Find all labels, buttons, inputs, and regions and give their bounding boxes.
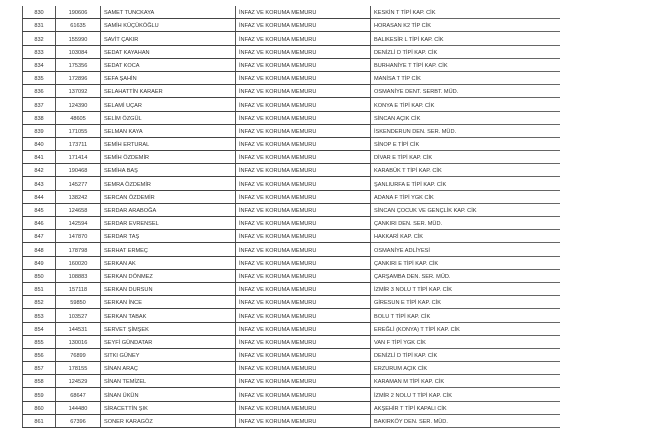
full-name: SERKAN DÖNMEZ	[101, 269, 236, 282]
table-row	[23, 388, 561, 401]
registry-id: 48605	[56, 111, 101, 124]
table-row	[23, 322, 561, 335]
full-name: SERDAR TAŞ	[101, 230, 236, 243]
job-title: İNFAZ VE KORUMA MEMURU	[236, 177, 371, 190]
assigned-location: KARABÜK T TİPİ KAP. CİK	[371, 164, 561, 177]
job-title: İNFAZ VE KORUMA MEMURU	[236, 388, 371, 401]
assigned-location: DİVAR E TİPİ KAP. CİK	[371, 151, 561, 164]
job-title: İNFAZ VE KORUMA MEMURU	[236, 58, 371, 71]
registry-id: 145277	[56, 177, 101, 190]
table-row	[23, 164, 561, 177]
assigned-location: BAKIRKÖY DEN. SER. MÜD.	[371, 414, 561, 427]
row-number: 848	[23, 243, 56, 256]
registry-id: 175356	[56, 58, 101, 71]
assigned-location: BURHANİYE T TİPİ KAP. CİK	[371, 58, 561, 71]
assigned-location: ŞANLIURFA E TİPİ KAP. CİK	[371, 177, 561, 190]
full-name: SERDAR EVRENSEL	[101, 217, 236, 230]
job-title: İNFAZ VE KORUMA MEMURU	[236, 203, 371, 216]
assigned-location: ÇANKIRI E TİPİ KAP. CİK	[371, 256, 561, 269]
registry-id: 59850	[56, 296, 101, 309]
table-row	[23, 243, 561, 256]
job-title: İNFAZ VE KORUMA MEMURU	[236, 85, 371, 98]
personnel-table	[22, 6, 560, 428]
full-name: SELMAN KAYA	[101, 124, 236, 137]
full-name: SELAHATTİN KARAER	[101, 85, 236, 98]
registry-id: 155990	[56, 32, 101, 45]
assigned-location: BOLU T TİPİ KAP. CİK	[371, 309, 561, 322]
row-number: 836	[23, 85, 56, 98]
registry-id: 137092	[56, 85, 101, 98]
registry-id: 144480	[56, 401, 101, 414]
full-name: SEMRA ÖZDEMİR	[101, 177, 236, 190]
full-name: SELAMİ UÇAR	[101, 98, 236, 111]
full-name: SERVET ŞİMŞEK	[101, 322, 236, 335]
assigned-location: OSMANİYE ADLİYESİ	[371, 243, 561, 256]
assigned-location: KARAMAN M TİPİ KAP. CİK	[371, 375, 561, 388]
assigned-location: İZMİR 3 NOLU T TİPİ KAP. CİK	[371, 282, 561, 295]
registry-id: 67396	[56, 414, 101, 427]
job-title: İNFAZ VE KORUMA MEMURU	[236, 111, 371, 124]
row-number: 831	[23, 19, 56, 32]
full-name: SAVİT ÇAKIR	[101, 32, 236, 45]
registry-id: 76899	[56, 348, 101, 361]
registry-id: 124529	[56, 375, 101, 388]
full-name: SEMİH ÖZDEMİR	[101, 151, 236, 164]
row-number: 835	[23, 71, 56, 84]
full-name: SITKI GÜNEY	[101, 348, 236, 361]
registry-id: 124658	[56, 203, 101, 216]
assigned-location: SİNCAN ÇOCUK VE GENÇLİK KAP. CİK	[371, 203, 561, 216]
row-number: 838	[23, 111, 56, 124]
job-title: İNFAZ VE KORUMA MEMURU	[236, 269, 371, 282]
job-title: İNFAZ VE KORUMA MEMURU	[236, 348, 371, 361]
registry-id: 147870	[56, 230, 101, 243]
table-row	[23, 85, 561, 98]
full-name: SEYFİ GÜNDATAR	[101, 335, 236, 348]
row-number: 855	[23, 335, 56, 348]
row-number: 845	[23, 203, 56, 216]
row-number: 833	[23, 45, 56, 58]
assigned-location: HORASAN K2 TİP CİK	[371, 19, 561, 32]
row-number: 841	[23, 151, 56, 164]
row-number: 856	[23, 348, 56, 361]
registry-id: 144531	[56, 322, 101, 335]
job-title: İNFAZ VE KORUMA MEMURU	[236, 151, 371, 164]
job-title: İNFAZ VE KORUMA MEMURU	[236, 322, 371, 335]
table-row	[23, 309, 561, 322]
full-name: SELİM ÖZGÜL	[101, 111, 236, 124]
row-number: 832	[23, 32, 56, 45]
job-title: İNFAZ VE KORUMA MEMURU	[236, 256, 371, 269]
table-row	[23, 137, 561, 150]
full-name: SİRACETTİN ŞIK	[101, 401, 236, 414]
table-row	[23, 375, 561, 388]
job-title: İNFAZ VE KORUMA MEMURU	[236, 45, 371, 58]
job-title: İNFAZ VE KORUMA MEMURU	[236, 375, 371, 388]
job-title: İNFAZ VE KORUMA MEMURU	[236, 6, 371, 19]
job-title: İNFAZ VE KORUMA MEMURU	[236, 190, 371, 203]
registry-id: 61635	[56, 19, 101, 32]
row-number: 857	[23, 362, 56, 375]
table-row	[23, 348, 561, 361]
table-row	[23, 111, 561, 124]
table-row	[23, 230, 561, 243]
table-row	[23, 203, 561, 216]
job-title: İNFAZ VE KORUMA MEMURU	[236, 401, 371, 414]
row-number: 860	[23, 401, 56, 414]
full-name: SONER KARAGÖZ	[101, 414, 236, 427]
full-name: SİNAN ÜKÜN	[101, 388, 236, 401]
full-name: SAMET TUNCKAYA	[101, 6, 236, 19]
assigned-location: HAKKARİ KAP. CİK	[371, 230, 561, 243]
registry-id: 142594	[56, 217, 101, 230]
registry-id: 130016	[56, 335, 101, 348]
registry-id: 103527	[56, 309, 101, 322]
table-row	[23, 190, 561, 203]
table-row	[23, 58, 561, 71]
row-number: 861	[23, 414, 56, 427]
registry-id: 171055	[56, 124, 101, 137]
job-title: İNFAZ VE KORUMA MEMURU	[236, 230, 371, 243]
full-name: SAMİH KÜÇÜKÖĞLU	[101, 19, 236, 32]
job-title: İNFAZ VE KORUMA MEMURU	[236, 71, 371, 84]
job-title: İNFAZ VE KORUMA MEMURU	[236, 296, 371, 309]
registry-id: 68647	[56, 388, 101, 401]
table-row	[23, 124, 561, 137]
registry-id: 190468	[56, 164, 101, 177]
row-number: 842	[23, 164, 56, 177]
job-title: İNFAZ VE KORUMA MEMURU	[236, 124, 371, 137]
table-row	[23, 282, 561, 295]
assigned-location: DENİZLİ D TİPİ KAP. CİK	[371, 348, 561, 361]
job-title: İNFAZ VE KORUMA MEMURU	[236, 164, 371, 177]
assigned-location: GİRESUN E TİPİ KAP. CİK	[371, 296, 561, 309]
table-row	[23, 45, 561, 58]
assigned-location: ÇANKIRI DEN. SER. MÜD.	[371, 217, 561, 230]
registry-id: 178155	[56, 362, 101, 375]
table-row	[23, 6, 561, 19]
row-number: 830	[23, 6, 56, 19]
full-name: SERKAN İNCE	[101, 296, 236, 309]
assigned-location: SİNOP E TİPİ CİK	[371, 137, 561, 150]
assigned-location: BALIKESİR L TİPİ KAP. CİK	[371, 32, 561, 45]
full-name: SEDAT KOCA	[101, 58, 236, 71]
full-name: SEMİHA BAŞ	[101, 164, 236, 177]
table-body	[23, 6, 561, 428]
table-row	[23, 19, 561, 32]
job-title: İNFAZ VE KORUMA MEMURU	[236, 217, 371, 230]
row-number: 854	[23, 322, 56, 335]
full-name: SİNAN ARAÇ	[101, 362, 236, 375]
registry-id: 138242	[56, 190, 101, 203]
table-row	[23, 362, 561, 375]
table-row	[23, 269, 561, 282]
registry-id: 171414	[56, 151, 101, 164]
assigned-location: AKŞEHİR T TİPİ KAPALI CİK	[371, 401, 561, 414]
table-row	[23, 217, 561, 230]
job-title: İNFAZ VE KORUMA MEMURU	[236, 137, 371, 150]
table-row	[23, 98, 561, 111]
row-number: 847	[23, 230, 56, 243]
registry-id: 157118	[56, 282, 101, 295]
job-title: İNFAZ VE KORUMA MEMURU	[236, 19, 371, 32]
row-number: 858	[23, 375, 56, 388]
assigned-location: VAN F TİPİ YGK CİK	[371, 335, 561, 348]
row-number: 834	[23, 58, 56, 71]
full-name: SEFA ŞAHİN	[101, 71, 236, 84]
assigned-location: MANİSA T TİP CİK	[371, 71, 561, 84]
full-name: SERDAR ARABOĞA	[101, 203, 236, 216]
registry-id: 178798	[56, 243, 101, 256]
row-number: 844	[23, 190, 56, 203]
registry-id: 173711	[56, 137, 101, 150]
row-number: 837	[23, 98, 56, 111]
table-row	[23, 71, 561, 84]
table-row	[23, 296, 561, 309]
row-number: 853	[23, 309, 56, 322]
table-row	[23, 256, 561, 269]
job-title: İNFAZ VE KORUMA MEMURU	[236, 98, 371, 111]
table-row	[23, 177, 561, 190]
assigned-location: EREĞLİ (KONYA) T TİPİ KAP. CİK	[371, 322, 561, 335]
assigned-location: SİNCAN AÇIK CİK	[371, 111, 561, 124]
full-name: SEDAT KAYAHAN	[101, 45, 236, 58]
assigned-location: KONYA E TİPİ KAP. CİK	[371, 98, 561, 111]
assigned-location: İZMİR 2 NOLU T TİPİ KAP. CİK	[371, 388, 561, 401]
registry-id: 160020	[56, 256, 101, 269]
assigned-location: KESKİN T TİPİ KAP. CİK	[371, 6, 561, 19]
table-row	[23, 32, 561, 45]
assigned-location: DENİZLİ D TİPİ KAP. CİK	[371, 45, 561, 58]
table-row	[23, 401, 561, 414]
row-number: 851	[23, 282, 56, 295]
full-name: SERHAT ERMEÇ	[101, 243, 236, 256]
table-row	[23, 151, 561, 164]
job-title: İNFAZ VE KORUMA MEMURU	[236, 309, 371, 322]
table-row	[23, 414, 561, 427]
full-name: SERKAN AK	[101, 256, 236, 269]
row-number: 859	[23, 388, 56, 401]
job-title: İNFAZ VE KORUMA MEMURU	[236, 243, 371, 256]
assigned-location: ADANA F TİPİ YGK CİK	[371, 190, 561, 203]
job-title: İNFAZ VE KORUMA MEMURU	[236, 335, 371, 348]
full-name: SERCAN ÖZDEMİR	[101, 190, 236, 203]
assigned-location: OSMANİYE DENT. SERBT. MÜD.	[371, 85, 561, 98]
row-number: 850	[23, 269, 56, 282]
job-title: İNFAZ VE KORUMA MEMURU	[236, 282, 371, 295]
assigned-location: ERZURUM AÇIK CİK	[371, 362, 561, 375]
row-number: 840	[23, 137, 56, 150]
assigned-location: ÇARŞAMBA DEN. SER. MÜD.	[371, 269, 561, 282]
job-title: İNFAZ VE KORUMA MEMURU	[236, 32, 371, 45]
job-title: İNFAZ VE KORUMA MEMURU	[236, 362, 371, 375]
row-number: 846	[23, 217, 56, 230]
table-row	[23, 335, 561, 348]
full-name: SERKAN TABAK	[101, 309, 236, 322]
registry-id: 108883	[56, 269, 101, 282]
full-name: SERKAN DURSUN	[101, 282, 236, 295]
registry-id: 190606	[56, 6, 101, 19]
row-number: 839	[23, 124, 56, 137]
full-name: SEMİH ERTURAL	[101, 137, 236, 150]
registry-id: 172896	[56, 71, 101, 84]
registry-id: 103084	[56, 45, 101, 58]
row-number: 852	[23, 296, 56, 309]
row-number: 843	[23, 177, 56, 190]
row-number: 849	[23, 256, 56, 269]
assigned-location: İSKENDERUN DEN. SER. MÜD.	[371, 124, 561, 137]
full-name: SİNAN TEMİZEL	[101, 375, 236, 388]
registry-id: 124390	[56, 98, 101, 111]
job-title: İNFAZ VE KORUMA MEMURU	[236, 414, 371, 427]
